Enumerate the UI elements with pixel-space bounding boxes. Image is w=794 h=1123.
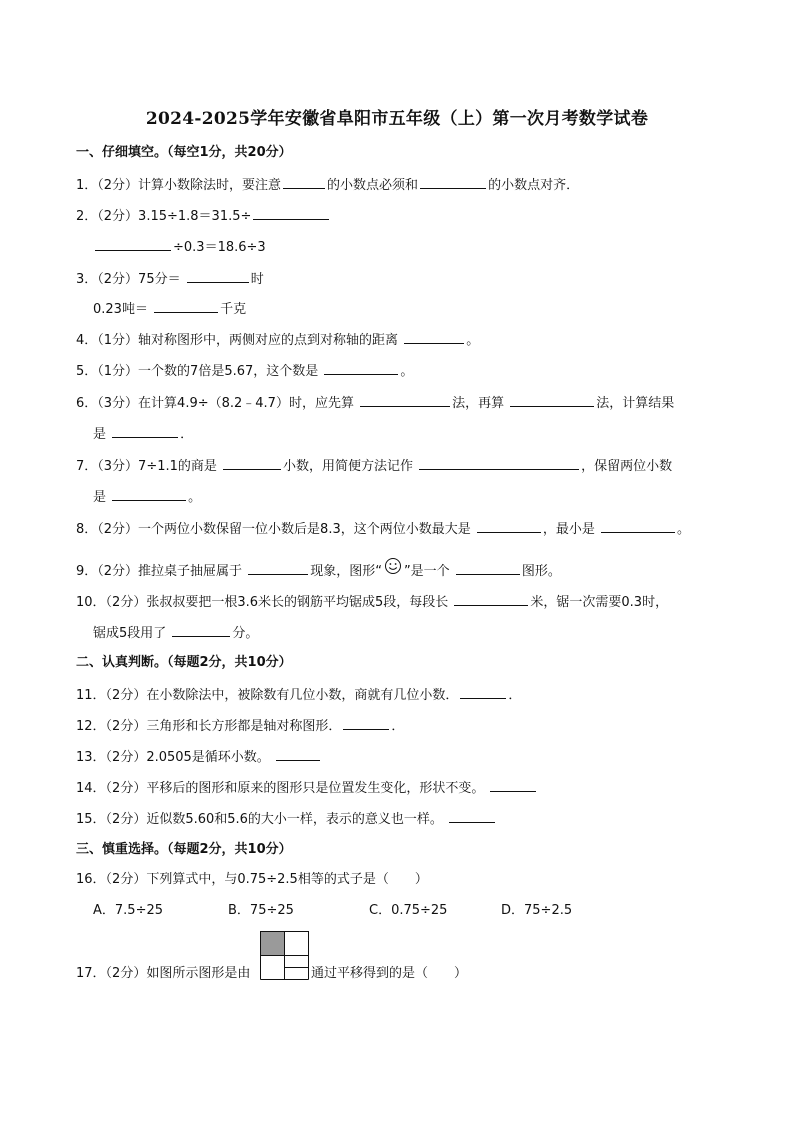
question-6-line-2: 是 ． bbox=[93, 427, 194, 442]
question-5: 5．（1分）一个数的7倍是5.67，这个数是 。 bbox=[76, 364, 414, 379]
answer-blank[interactable] bbox=[112, 488, 186, 501]
answer-blank[interactable] bbox=[420, 176, 486, 189]
option-b[interactable]: B．75÷25 bbox=[228, 903, 294, 918]
answer-blank[interactable] bbox=[510, 394, 594, 407]
answer-blank[interactable] bbox=[253, 207, 329, 220]
question-7: 7．（3分）7÷1.1的商是 小数，用简便方法记作 ，保留两位小数 bbox=[76, 459, 673, 474]
question-11: 11．（2分）在小数除法中，被除数有几位小数，商就有几位小数． ． bbox=[76, 688, 522, 703]
answer-blank[interactable] bbox=[360, 394, 450, 407]
answer-blank[interactable] bbox=[112, 425, 178, 438]
section-1-heading: 一、仔细填空。（每空1分，共20分） bbox=[76, 145, 292, 160]
question-2: 2．（2分）3.15÷1.8＝31.5÷ bbox=[76, 207, 331, 225]
answer-blank[interactable] bbox=[460, 686, 506, 699]
option-c[interactable]: C．0.75÷25 bbox=[369, 903, 448, 918]
answer-blank[interactable] bbox=[419, 457, 579, 470]
smiley-face-icon bbox=[384, 557, 402, 575]
answer-blank[interactable] bbox=[283, 176, 325, 189]
question-16: 16．（2分）下列算式中，与0.75÷2.5相等的式子是（ ） bbox=[76, 872, 428, 887]
grid-shape-figure bbox=[260, 931, 309, 980]
question-13: 13．（2分）2.0505是循环小数。 bbox=[76, 748, 322, 766]
question-12: 12．（2分）三角形和长方形都是轴对称图形． ． bbox=[76, 719, 405, 734]
question-3-line-2: 0.23吨＝ 千克 bbox=[93, 302, 247, 317]
question-7-line-2: 是 。 bbox=[93, 490, 202, 505]
section-3-heading: 三、慎重选择。（每题2分，共10分） bbox=[76, 842, 292, 857]
question-2-line-2: ÷0.3＝18.6÷3 bbox=[93, 238, 266, 256]
answer-blank[interactable] bbox=[449, 810, 495, 823]
question-9: 9．（2分）推拉桌子抽屉属于 现象，图形“ ”是一个 图形。 bbox=[76, 562, 561, 581]
answer-blank[interactable] bbox=[95, 238, 171, 251]
answer-blank[interactable] bbox=[343, 717, 389, 730]
question-3: 3．（2分）75分＝ 时 bbox=[76, 272, 264, 287]
answer-blank[interactable] bbox=[223, 457, 281, 470]
question-17: 17．（2分）如图所示图形是由 bbox=[76, 966, 251, 981]
question-10: 10．（2分）张叔叔要把一根3.6米长的钢筋平均锯成5段，每段长 米，锯一次需要0.3时， bbox=[76, 595, 669, 610]
answer-blank[interactable] bbox=[454, 593, 528, 606]
section-2-heading: 二、认真判断。（每题2分，共10分） bbox=[76, 655, 292, 670]
answer-blank[interactable] bbox=[456, 562, 520, 575]
option-a[interactable]: A．7.5÷25 bbox=[93, 903, 164, 918]
question-17-continued: 通过平移得到的是（ ） bbox=[311, 966, 468, 981]
question-10-line-2: 锯成5段用了 分。 bbox=[93, 626, 259, 641]
question-4: 4．（1分）轴对称图形中，两侧对应的点到对称轴的距离 。 bbox=[76, 333, 480, 348]
answer-blank[interactable] bbox=[477, 520, 541, 533]
question-15: 15．（2分）近似数5.60和5.6的大小一样，表示的意义也一样。 bbox=[76, 810, 497, 828]
answer-blank[interactable] bbox=[490, 779, 536, 792]
answer-blank[interactable] bbox=[276, 748, 320, 761]
page-title: 2024-2025学年安徽省阜阳市五年级（上）第一次月考数学试卷 bbox=[145, 109, 649, 129]
answer-blank[interactable] bbox=[248, 562, 308, 575]
answer-blank[interactable] bbox=[154, 300, 218, 313]
option-d[interactable]: D．75÷2.5 bbox=[501, 903, 573, 918]
question-6: 6．（3分）在计算4.9÷（8.2﹣4.7）时，应先算 法，再算 法，计算结果 bbox=[76, 396, 675, 411]
question-14: 14．（2分）平移后的图形和原来的图形只是位置发生变化，形状不变。 bbox=[76, 779, 538, 797]
answer-blank[interactable] bbox=[172, 624, 230, 637]
question-1: 1．（2分）计算小数除法时，要注意 的小数点必须和 的小数点对齐． bbox=[76, 178, 580, 193]
answer-blank[interactable] bbox=[404, 331, 464, 344]
answer-blank[interactable] bbox=[601, 520, 675, 533]
question-8: 8．（2分）一个两位小数保留一位小数后是8.3，这个两位小数最大是 ，最小是 。 bbox=[76, 522, 691, 537]
answer-blank[interactable] bbox=[187, 270, 249, 283]
answer-blank[interactable] bbox=[324, 362, 398, 375]
